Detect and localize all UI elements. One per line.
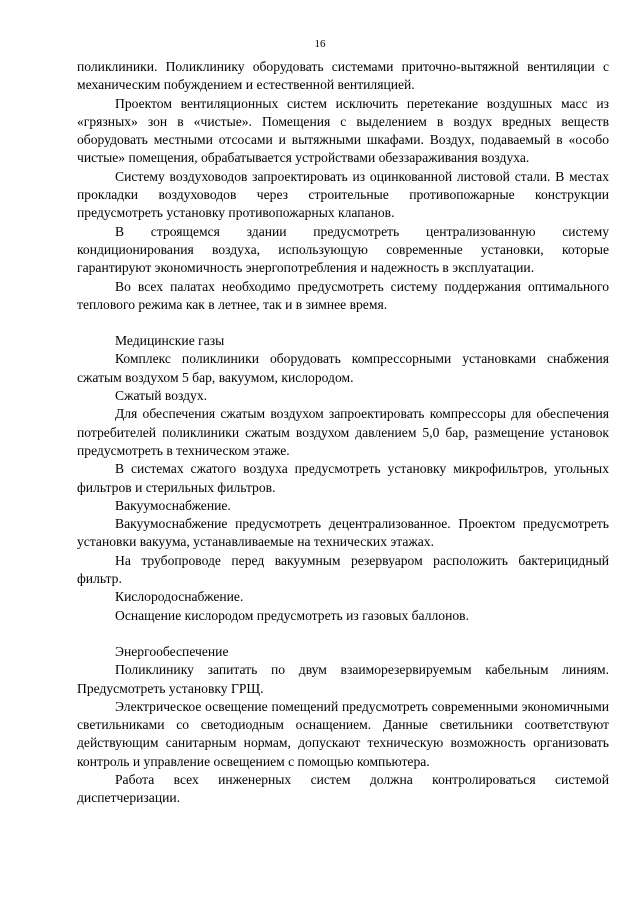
- paragraph: Во всех палатах необходимо предусмотреть систему поддержания оптимального теплового режима как в летнее, так и в зимнее время.: [77, 278, 609, 312]
- paragraph: поликлиники. Поликлинику оборудовать системами приточно-вытяжной вентиляции с механическим побуждением и естественной вентиляцией.: [77, 59, 609, 93]
- paragraph: На трубопроводе перед вакуумным резервуаром расположить бактерицидный фильтр.: [77, 552, 609, 587]
- paragraph: Электрическое освещение помещений предусмотреть современными экономичными светильниками со светодиодным оснащением. Данные светильники соответствуют действующим санитарным нормам, допускают техническую возможность организовать контроль и управление освещением с помощью компьютера.: [77, 698, 609, 769]
- paragraph: Оснащение кислородом предусмотреть из газовых баллонов.: [115, 607, 469, 623]
- page-number: 16: [314, 38, 326, 50]
- paragraph: Поликлинику запитать по двум взаиморезервируемым кабельным линиям. Предусмотреть установку ГРЩ.: [77, 662, 609, 696]
- paragraph: Кислородоснабжение.: [115, 589, 244, 605]
- paragraph: Вакуумоснабжение.: [115, 497, 231, 513]
- paragraph: Вакуумоснабжение предусмотреть децентрализованное. Проектом предусмотреть установки вакуума, устанавливаемые на технических этажах.: [77, 516, 609, 550]
- section-title: Медицинские газы: [115, 333, 225, 349]
- paragraph: В строящемся здании предусмотреть централизованную систему кондиционирования воздуха, использующую современные установки, которые гарантируют экономичность энергопотребления и надежность в эксплуатации.: [77, 223, 609, 276]
- paragraph: Систему воздуховодов запроектировать из оцинкованной листовой стали. В местах прокладки воздуховодов через строительные противопожарные конструкции предусмотреть установку противопожарных клапанов.: [77, 168, 609, 221]
- paragraph: Комплекс поликлиники оборудовать компрессорными установками снабжения сжатым воздухом 5 бар, вакуумом, кислородом.: [77, 351, 609, 385]
- paragraph: Проектом вентиляционных систем исключить перетекание воздушных масс из «грязных» зон в «чистые». Помещения с выделением в воздух вредных веществ оборудовать местными отсосами и вытяжными шкафами. Воздух, подаваемый в «особо чистые» помещения, обрабатывается устройствами обеззараживания воздуха.: [77, 95, 609, 166]
- paragraph: Для обеспечения сжатым воздухом запроектировать компрессоры для обеспечения потребителей поликлиники сжатым воздухом давлением 5,0 бар, размещение установок предусмотреть в техническом этаже.: [77, 406, 609, 458]
- paragraph: Работа всех инженерных систем должна контролироваться системой диспетчеризации.: [77, 771, 609, 806]
- paragraph: Сжатый воздух.: [115, 388, 208, 404]
- section-title: Энергообеспечение: [115, 643, 229, 659]
- document-body: [77, 58, 609, 808]
- paragraph: В системах сжатого воздуха предусмотреть установку микрофильтров, угольных фильтров и стерильных фильтров.: [77, 461, 609, 495]
